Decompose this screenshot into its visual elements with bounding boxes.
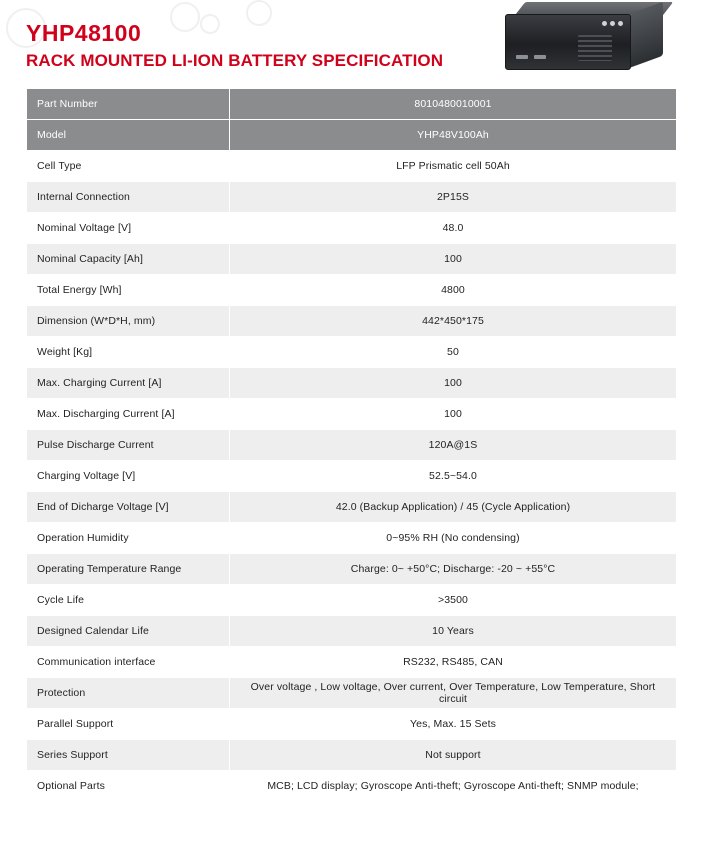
- table-row: [27, 399, 677, 430]
- table-row: [27, 523, 677, 554]
- spec-label: Protection: [27, 678, 230, 709]
- spec-label: End of Dicharge Voltage [V]: [27, 492, 230, 523]
- spec-value: 10 Years: [230, 616, 677, 647]
- spec-value: YHP48V100Ah: [230, 120, 677, 151]
- table-row: [27, 678, 677, 709]
- table-row: [27, 585, 677, 616]
- spec-value: >3500: [230, 585, 677, 616]
- spec-value: Charge: 0~ +50°C; Discharge: -20 ~ +55°C: [230, 554, 677, 585]
- product-side-face: [629, 2, 663, 68]
- spec-label: Weight [Kg]: [27, 337, 230, 368]
- spec-value: 100: [230, 368, 677, 399]
- spec-label: Operating Temperature Range: [27, 554, 230, 585]
- spec-value: 2P15S: [230, 182, 677, 213]
- spec-value: MCB; LCD display; Gyroscope Anti-theft; Gyroscope Anti-theft; SNMP module;: [230, 771, 677, 802]
- spec-value: 42.0 (Backup Application) / 45 (Cycle Application): [230, 492, 677, 523]
- spec-label: Model: [27, 120, 230, 151]
- table-row: [27, 430, 677, 461]
- table-row: [27, 151, 677, 182]
- spec-value: 8010480010001: [230, 89, 677, 120]
- spec-value: 50: [230, 337, 677, 368]
- table-row: [27, 213, 677, 244]
- spec-value: RS232, RS485, CAN: [230, 647, 677, 678]
- handle-icon: [534, 55, 546, 59]
- spec-label: Communication interface: [27, 647, 230, 678]
- spec-label: Internal Connection: [27, 182, 230, 213]
- spec-label: Nominal Voltage [V]: [27, 213, 230, 244]
- table-row: [27, 709, 677, 740]
- table-row: [27, 368, 677, 399]
- table-row: [27, 492, 677, 523]
- spec-label: Max. Charging Current [A]: [27, 368, 230, 399]
- spec-label: Part Number: [27, 89, 230, 120]
- spec-label: Total Energy [Wh]: [27, 275, 230, 306]
- spec-value: 100: [230, 399, 677, 430]
- table-row: [27, 306, 677, 337]
- spec-label: Operation Humidity: [27, 523, 230, 554]
- page-title: YHP48100: [26, 20, 142, 46]
- spec-label: Max. Discharging Current [A]: [27, 399, 230, 430]
- page-subtitle: RACK MOUNTED LI-ION BATTERY SPECIFICATION: [26, 51, 444, 70]
- spec-value: 0~95% RH (No condensing): [230, 523, 677, 554]
- product-front-face: [505, 14, 631, 70]
- spec-label: Nominal Capacity [Ah]: [27, 244, 230, 275]
- vent-grille-icon: [578, 35, 612, 61]
- table-row: [27, 182, 677, 213]
- table-row: [27, 244, 677, 275]
- product-image: [505, 2, 675, 78]
- spec-value: 442*450*175: [230, 306, 677, 337]
- document-header: [0, 0, 703, 88]
- table-row: [27, 771, 677, 802]
- table-row: [27, 120, 677, 151]
- spec-label: Charging Voltage [V]: [27, 461, 230, 492]
- spec-label: Series Support: [27, 740, 230, 771]
- spec-label: Cell Type: [27, 151, 230, 182]
- spec-label: Dimension (W*D*H, mm): [27, 306, 230, 337]
- handle-icon: [516, 55, 528, 59]
- table-row: [27, 89, 677, 120]
- spec-label: Parallel Support: [27, 709, 230, 740]
- spec-label: Cycle Life: [27, 585, 230, 616]
- spec-value: 120A@1S: [230, 430, 677, 461]
- led-indicator-icon: [602, 21, 607, 26]
- spec-value: 48.0: [230, 213, 677, 244]
- specification-table: [26, 88, 677, 802]
- spec-label: Pulse Discharge Current: [27, 430, 230, 461]
- spec-label: Designed Calendar Life: [27, 616, 230, 647]
- table-row: [27, 740, 677, 771]
- spec-value: LFP Prismatic cell 50Ah: [230, 151, 677, 182]
- spec-value: 52.5~54.0: [230, 461, 677, 492]
- led-indicator-icon: [618, 21, 623, 26]
- spec-value: Yes, Max. 15 Sets: [230, 709, 677, 740]
- spec-label: Optional Parts: [27, 771, 230, 802]
- title-block: [26, 20, 546, 72]
- table-row: [27, 616, 677, 647]
- table-row: [27, 337, 677, 368]
- spec-value: 100: [230, 244, 677, 275]
- table-row: [27, 554, 677, 585]
- table-row: [27, 647, 677, 678]
- spec-value: 4800: [230, 275, 677, 306]
- spec-value: Over voltage , Low voltage, Over current, Over Temperature, Low Temperature, Short circuit: [230, 678, 677, 709]
- table-row: [27, 461, 677, 492]
- led-indicator-icon: [610, 21, 615, 26]
- table-row: [27, 275, 677, 306]
- spec-value: Not support: [230, 740, 677, 771]
